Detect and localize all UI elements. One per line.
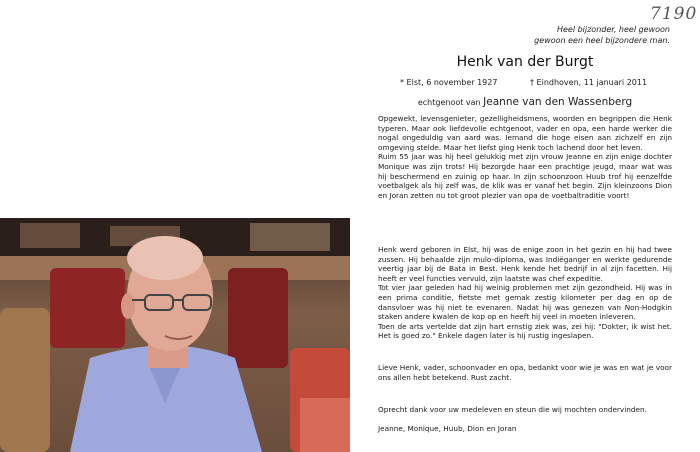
handwritten-archive-number: 7190: [650, 4, 698, 24]
portrait-illustration: [0, 218, 350, 452]
spouse-name: Jeanne van den Wassenberg: [483, 96, 633, 108]
signatures-line: [378, 424, 672, 434]
spouse-line: [350, 96, 700, 108]
bio-text: Tot vier jaar geleden had hij weinig problemen met zijn gezondheid. Hij was in een prima conditie, fietste met gemak zestig kilometer per dag en op de dansvloer was hij niet te evenaren. Nadat hij was genezen van Non-Hodgkin staken andere kwalen de kop op en heeft hij veel in moeten inleveren.: [378, 283, 672, 322]
birth-info: * Elst, 6 november 1927: [400, 78, 498, 87]
motto-line-1: Heel bijzonder, heel gewoon: [556, 25, 670, 34]
thanks-line: [378, 405, 672, 415]
motto-line-2: gewoon een heel bijzondere man.: [534, 36, 670, 45]
bio-text: Opgewekt, levensgenieter, gezelligheidsmens, woorden en begrippen die Henk typeren. Maar ook liefdevolle echtgenoot, vader en opa, een harde werker die nogal ongeduldig van aard was. Iemand die hoge eisen aan zichzelf en zijn omgeving stelde. Maar het liefst ging Henk toch lachend door het leven.: [378, 114, 672, 152]
signatures-text: Jeanne, Monique, Huub, Dion en Joran: [378, 424, 517, 433]
bio-text: Toen de arts vertelde dat zijn hart ernstig ziek was, zei hij: "Dokter, ik wist het. Het is goed zo." Enkele dagen later is hij rustig ingeslapen.: [378, 321, 672, 341]
bio-text: Henk werd geboren in Elst, hij was de enige zoon in het gezin en hij had twee zussen. Hij behaalde zijn mulo-diploma, was Indiëganger en werkte gedurende veertig jaar bij de Bata in Best. Henk kende het bedrijf in al zijn facetten. Hij heeft er veel functies vervuld, zijn laatste was chef expeditie.: [378, 245, 672, 283]
bio-text: Ruim 55 jaar was hij heel gelukkig met zijn vrouw Jeanne en zijn enige dochter Monique was zijn trots! Hij bezorgde haar een prachtige jeugd, maar wat was hij beschermend en zuinig op haar. In zijn schoonzoon Huub trof hij eenzelfde voetbalgek als hij zelf was, de klik was er vanaf het begin. Zijn kleinzoons Dion en Joran zetten nu tot groot plezier van opa de voetbaltraditie voort!: [378, 152, 672, 200]
deceased-name: Henk van der Burgt: [456, 54, 594, 70]
farewell-text: Lieve Henk, vader, schoonvader en opa, bedankt voor wie je was en wat je voor ons allen hebt betekend. Rust zacht.: [378, 363, 672, 382]
card-blank-panel: [0, 0, 350, 218]
portrait-photo: [0, 218, 350, 452]
biography-paragraph-2: [378, 245, 672, 341]
biography-paragraph-1: [378, 114, 672, 200]
farewell-paragraph: [378, 363, 672, 382]
thanks-text: Oprecht dank voor uw medeleven en steun die wij mochten ondervinden.: [378, 405, 647, 414]
motto: [534, 24, 670, 46]
spouse-prefix: echtgenoot van: [417, 98, 481, 107]
death-info: † Eindhoven, 11 januari 2011: [530, 78, 648, 87]
